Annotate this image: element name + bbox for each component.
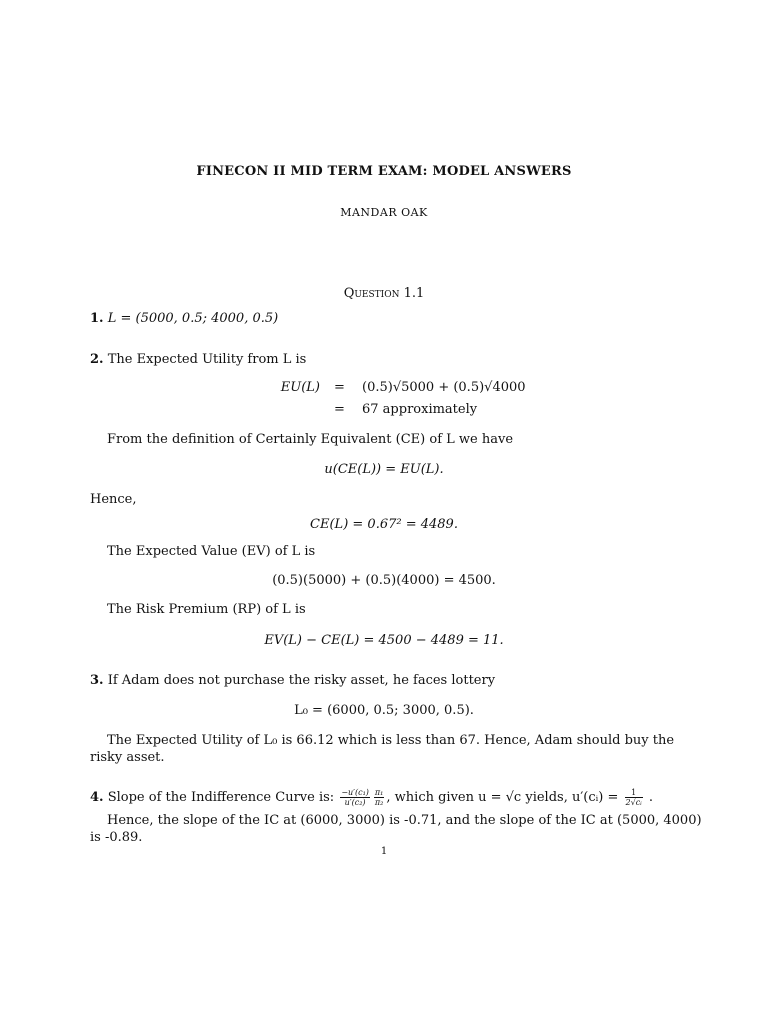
marginal-utility-fraction: $\frac{1}{\text{2√cᵢ}}$ bbox=[625, 788, 642, 807]
item-1-text: L = (5000, 0.5; 4000, 0.5) bbox=[107, 311, 279, 326]
ev-equation: (0.5)(5000) + (0.5)(4000) = 4500. bbox=[272, 573, 496, 588]
rp-intro: The Risk Premium (RP) of L is bbox=[107, 602, 306, 617]
ce-value: CE(L) = 0.67² = 4489. bbox=[310, 517, 458, 532]
item-2-intro: The Expected Utility from L is bbox=[107, 352, 307, 367]
item-4-line-3: is -0.89. bbox=[90, 830, 143, 845]
item-1-number: 1. bbox=[90, 311, 104, 326]
lottery-l0: L₀ = (6000, 0.5; 3000, 0.5). bbox=[294, 703, 474, 718]
item-4-mid: , which given u = √c yields, u′(cᵢ) = bbox=[386, 790, 619, 805]
eq2-relation: = bbox=[334, 402, 345, 417]
mrs-fraction-2: $\frac{\text{π₁}}{\text{π₂}}$ bbox=[374, 788, 384, 807]
author-name: MANDAR OAK bbox=[340, 206, 428, 219]
ev-intro: The Expected Value (EV) of L is bbox=[107, 544, 316, 559]
item-3-line-1: The Expected Utility of L₀ is 66.12 which is less than 67. Hence, Adam should buy the bbox=[107, 733, 675, 748]
eq1-relation: = bbox=[334, 380, 345, 395]
item-3-intro: If Adam does not purchase the risky asset, he faces lottery bbox=[107, 673, 496, 688]
item-4-line-1 bbox=[90, 788, 653, 807]
page-number: 1 bbox=[380, 846, 388, 857]
item-4-lead: Slope of the Indifference Curve is: bbox=[107, 790, 335, 805]
item-4-number: 4. bbox=[90, 790, 104, 805]
item-2-intro-line bbox=[90, 351, 306, 368]
section-heading: Question 1.1 bbox=[343, 286, 425, 301]
item-3-number: 3. bbox=[90, 673, 104, 688]
item-1 bbox=[90, 310, 278, 327]
item-3-line-2: risky asset. bbox=[90, 750, 165, 765]
document-title: FINECON II MID TERM EXAM: MODEL ANSWERS bbox=[196, 164, 572, 179]
eq2-rhs: 67 approximately bbox=[362, 402, 478, 417]
hence-text: Hence, bbox=[90, 492, 137, 507]
eq1-lhs: EU(L) bbox=[280, 380, 320, 395]
mrs-fraction-1: $\frac{\text{−u′(c₁)}}{\text{u′(c₂)}}$ bbox=[341, 788, 369, 807]
item-3-intro-line bbox=[90, 672, 495, 689]
ce-definition: From the definition of Certainly Equivalent (CE) of L we have bbox=[107, 432, 514, 447]
item-4-end: . bbox=[648, 790, 654, 805]
ce-equation: u(CE(L)) = EU(L). bbox=[324, 462, 444, 477]
rp-equation: EV(L) − CE(L) = 4500 − 4489 = 11. bbox=[264, 633, 504, 648]
item-2-number: 2. bbox=[90, 352, 104, 367]
eq1-rhs: (0.5)√5000 + (0.5)√4000 bbox=[362, 380, 526, 395]
item-4-line-2: Hence, the slope of the IC at (6000, 3000) is -0.71, and the slope of the IC at (5000, 4000) bbox=[107, 813, 702, 828]
